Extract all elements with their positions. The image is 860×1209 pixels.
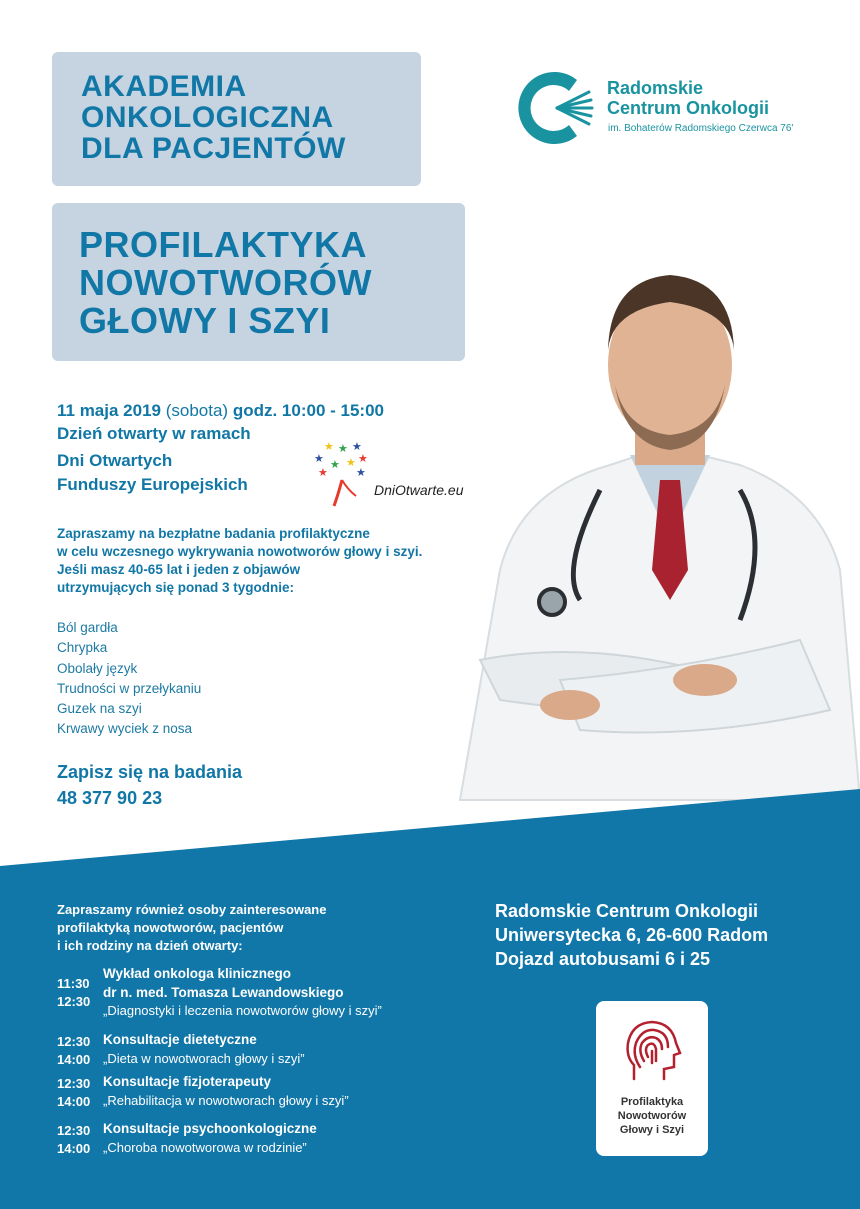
svg-text:★: ★ [356,466,366,479]
schedule-title: Konsultacje fizjoterapeuty [103,1074,272,1089]
invite-line-3: Jeśli masz 40-65 lat i jeden z objawów [57,562,301,577]
schedule-start: 12:30 [57,1076,91,1091]
academy-title-line-1: AKADEMIA [81,70,247,103]
svg-text:★: ★ [338,442,348,455]
head-fingerprint-icon [622,1017,682,1087]
invite-line-2: w celu wczesnego wykrywania nowotworów głowy i szyi. [57,544,423,559]
svg-text:★: ★ [346,456,356,469]
schedule-title: Konsultacje dietetyczne [103,1032,257,1047]
invite-line-1: Zapraszamy na bezpłatne badania profilaktyczne [57,526,370,541]
list-item: Guzek na szyi [57,701,142,717]
topic-title-box [52,203,465,361]
address-line-2: Uniwersytecka 6, 26-600 Radom [495,925,769,945]
schedule-title: Wykład onkologa klinicznego [103,966,292,981]
svg-text:★: ★ [314,452,324,465]
schedule-start: 12:30 [57,1123,91,1138]
schedule-start: 12:30 [57,1034,91,1049]
topic-title-line-2: NOWOTWORÓW [79,262,372,303]
program-badge [596,1001,708,1156]
event-line-2: Dzień otwarty w ramach [57,424,251,443]
event-hours: godz. 10:00 - 15:00 [232,401,384,420]
schedule-start: 11:30 [57,976,90,991]
list-item: Krwawy wyciek z nosa [57,721,193,737]
list-item: Ból gardła [57,620,118,635]
event-date: 11 maja 2019 [57,401,161,420]
svg-text:★: ★ [318,466,328,479]
address-line-3: Dojazd autobusami 6 i 25 [495,949,711,969]
bottom-intro-line-1: Zapraszamy również osoby zainteresowane [57,902,327,917]
svg-text:★: ★ [358,452,368,465]
academy-title-box [52,52,421,186]
topic-title-line-1: PROFILAKTYKA [79,224,367,265]
rco-logo-icon [515,68,595,148]
schedule-title-2: dr n. med. Tomasza Lewandowskiego [103,985,344,1000]
eu-stars-tree-icon [312,440,372,510]
svg-text:★: ★ [324,440,334,453]
list-item: Trudności w przełykaniu [57,680,202,696]
symptoms-list [57,618,201,740]
schedule-end: 14:00 [57,1141,91,1156]
event-date-line [57,401,384,421]
academy-title-line-2: ONKOLOGICZNA [81,101,334,134]
event-line-3: Dni Otwartych [57,451,173,470]
badge-line-2: Nowotworów [617,1110,687,1122]
event-line-4: Funduszy Europejskich [57,475,248,494]
academy-title-line-3: DLA PACJENTÓW [81,132,346,165]
address-line-1: Radomskie Centrum Onkologii [495,901,759,921]
schedule-subtitle: „Rehabilitacja w nowotworach głowy i szyi” [103,1093,349,1108]
badge-line-3: Głowy i Szyi [619,1124,685,1136]
schedule-subtitle: „Diagnostyki i leczenia nowotworów głowy i szyi” [103,1003,382,1018]
svg-text:★: ★ [330,458,340,471]
rco-logo [515,68,815,148]
bottom-intro-line-2: profilaktyką nowotworów, pacjentów [57,920,284,935]
schedule-title: Konsultacje psychoonkologiczne [103,1121,317,1136]
topic-title-line-3: GŁOWY I SZYI [79,300,331,341]
svg-text:★: ★ [352,440,362,453]
schedule-item [57,1032,477,1072]
event-day: (sobota) [165,401,229,420]
eu-logo-text: DniOtwarte.eu [374,482,464,498]
logo-line-1: Radomskie [607,78,704,98]
logo-line-2: Centrum Onkologii [607,98,769,118]
schedule-end: 14:00 [57,1094,91,1109]
bottom-intro-line-3: i ich rodziny na dzień otwarty: [57,938,243,953]
list-item: Obolały język [57,660,138,676]
schedule-item [57,1074,477,1114]
badge-line-1: Profilaktyka [620,1096,684,1108]
schedule-item [57,966,477,1026]
list-item: Chrypka [57,640,108,656]
signup-phone[interactable]: 48 377 90 23 [57,788,163,808]
signup-label: Zapisz się na badania [57,762,243,782]
dni-otwarte-logo [312,440,482,510]
schedule-end: 14:00 [57,1052,91,1067]
schedule-subtitle: „Dieta w nowotworach głowy i szyi” [103,1051,305,1066]
logo-line-3: im. Bohaterów Radomskiego Czerwca 76' [608,123,794,134]
schedule-item [57,1121,477,1161]
invite-line-4: utrzymujących się ponad 3 tygodnie: [57,580,295,595]
doctor-illustration [440,240,860,860]
schedule-end: 12:30 [57,994,91,1009]
schedule-subtitle: „Choroba nowotworowa w rodzinie” [103,1140,307,1155]
